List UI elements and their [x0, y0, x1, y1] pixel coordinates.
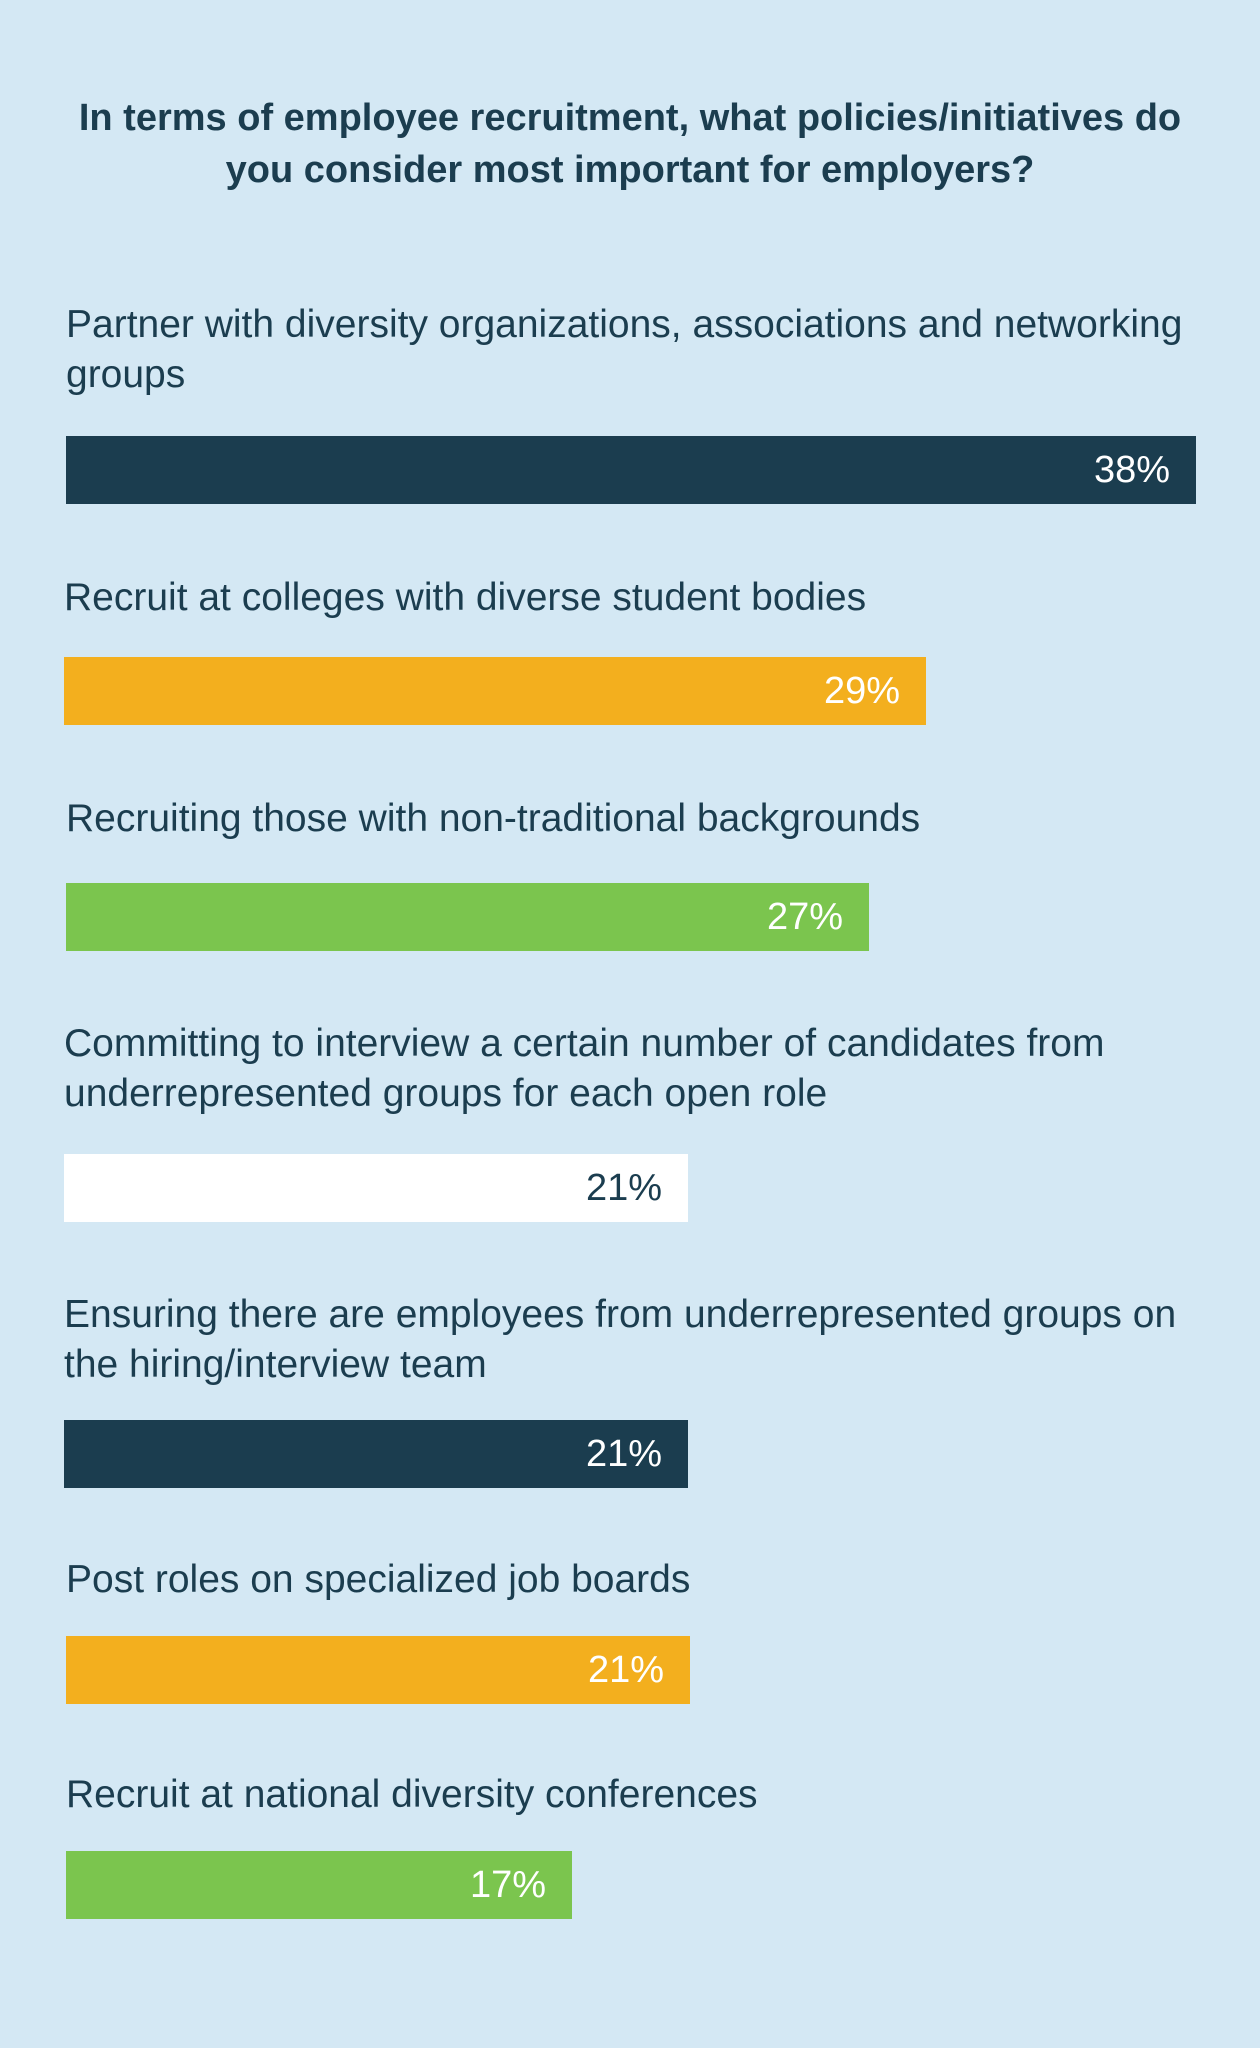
bar-value-label: 17%	[469, 1864, 546, 1906]
bar-label: Committing to interview a certain number of candidates from underrepresented groups for each open role	[64, 1022, 1105, 1115]
bar-label: Recruiting those with non-traditional backgrounds	[66, 797, 921, 840]
bar	[66, 883, 869, 951]
bar-label: Recruit at national diversity conferences	[66, 1773, 758, 1816]
bar-value-label: 21%	[585, 1167, 662, 1209]
bar-value-label: 27%	[766, 896, 843, 938]
bar-label: Recruit at colleges with diverse student bodies	[64, 576, 867, 619]
bar	[66, 436, 1196, 504]
bar-value-label: 21%	[587, 1649, 664, 1691]
bar	[66, 1636, 690, 1704]
bar	[64, 1420, 688, 1488]
bar-value-label: 21%	[585, 1433, 662, 1475]
chart-title: In terms of employee recruitment, what policies/initiatives do you consider most important for employers?	[78, 97, 1182, 191]
bar-label: Post roles on specialized job boards	[66, 1558, 691, 1601]
bar-value-label: 38%	[1093, 449, 1170, 491]
bar-value-label: 29%	[823, 670, 900, 712]
bar	[66, 1851, 572, 1919]
bar	[64, 657, 926, 725]
bar-label: Ensuring there are employees from underrepresented groups on the hiring/interview team	[64, 1293, 1177, 1386]
bar-label: Partner with diversity organizations, associations and networking groups	[66, 303, 1183, 396]
bar	[64, 1154, 688, 1222]
